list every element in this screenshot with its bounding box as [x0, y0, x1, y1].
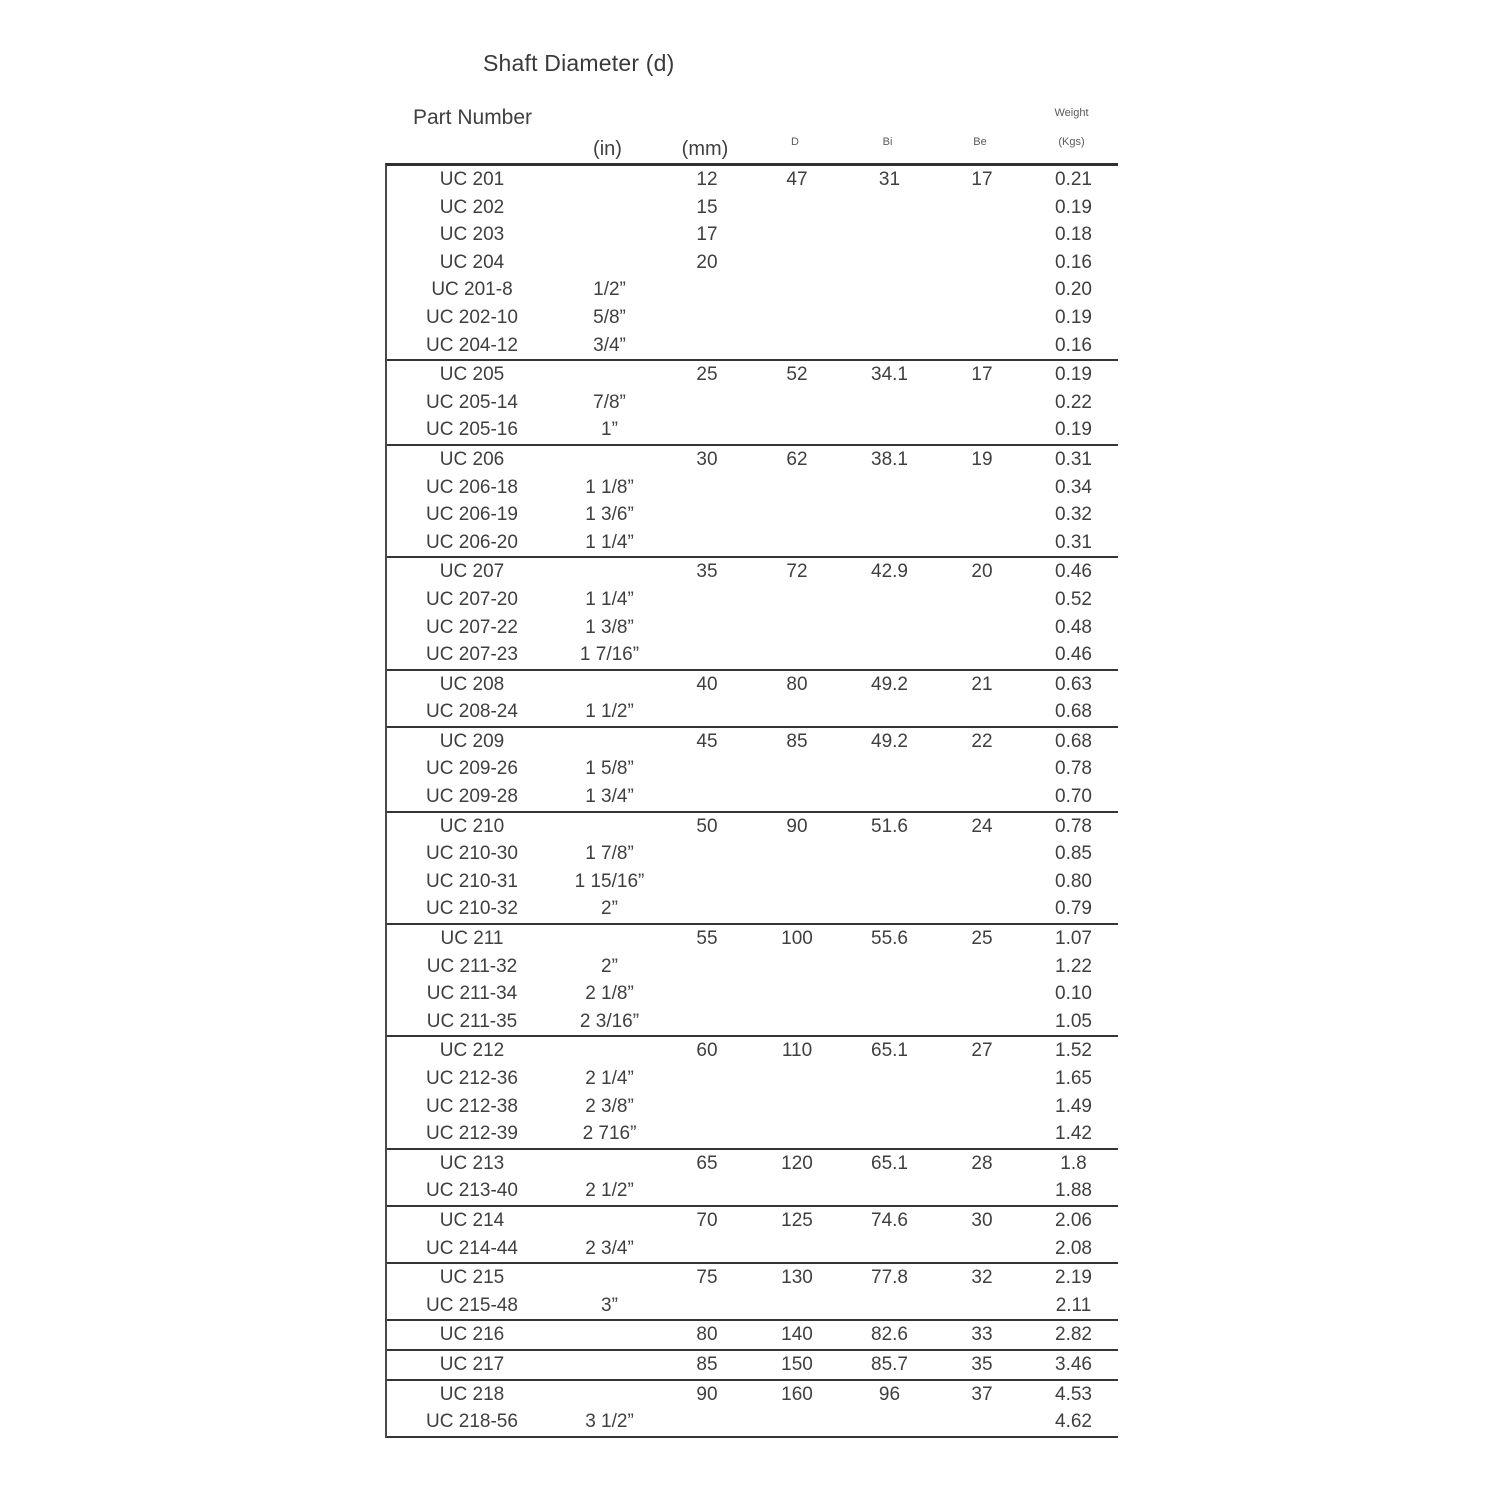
table-row [387, 1381, 1118, 1409]
table-row [387, 1408, 1118, 1436]
part-group [387, 558, 1118, 670]
cell-be: 28 [971, 1152, 993, 1174]
cell-be: 17 [971, 169, 993, 190]
cell-d: 120 [781, 1152, 813, 1174]
cell-part: UC 207-22 [426, 616, 518, 638]
cell-in: 1” [601, 419, 618, 441]
table-row [387, 641, 1118, 669]
cell-part: UC 215-48 [426, 1294, 518, 1316]
cell-weight: 2.08 [1055, 1237, 1092, 1259]
cell-part: UC 211-32 [426, 955, 518, 977]
table-row [387, 1093, 1118, 1121]
cell-part: UC 209 [439, 730, 505, 752]
cell-weight: 1.88 [1055, 1180, 1092, 1202]
cell-in: 2 3/8” [585, 1095, 634, 1117]
table-row [387, 416, 1118, 444]
table-row [387, 1150, 1118, 1178]
cell-part: UC 207-23 [426, 644, 518, 666]
column-header-weight-label: Weight [1054, 107, 1089, 119]
cell-bi: 42.9 [871, 561, 908, 583]
cell-part: UC 206 [439, 448, 505, 470]
table-row [387, 698, 1118, 726]
cell-part: UC 213 [439, 1152, 505, 1174]
cell-weight: 0.31 [1055, 448, 1092, 470]
cell-d: 72 [786, 561, 808, 583]
part-group [387, 728, 1118, 813]
cell-part: UC 204-12 [426, 334, 518, 356]
table-row [387, 1321, 1118, 1349]
cell-in: 1 15/16” [574, 870, 645, 892]
part-group [387, 1207, 1118, 1264]
table-row [387, 1008, 1118, 1036]
part-group [387, 813, 1118, 925]
cell-weight: 0.32 [1055, 504, 1092, 526]
cell-weight: 0.22 [1055, 391, 1092, 413]
cell-weight: 0.18 [1055, 224, 1092, 246]
table-row [387, 361, 1118, 389]
table-row [387, 446, 1118, 474]
part-group [387, 361, 1118, 446]
cell-d: 90 [786, 815, 808, 837]
cell-in: 2 1/2” [585, 1180, 634, 1202]
table-row [387, 840, 1118, 868]
cell-weight: 0.16 [1055, 251, 1092, 273]
part-group [387, 1264, 1118, 1321]
cell-weight: 0.16 [1055, 334, 1092, 356]
cell-part: UC 212-39 [426, 1123, 518, 1145]
table-row [387, 166, 1118, 194]
table-row [387, 755, 1118, 783]
cell-mm: 15 [696, 196, 718, 218]
cell-mm: 75 [696, 1267, 718, 1289]
cell-weight: 1.22 [1055, 955, 1092, 977]
table-title: Shaft Diameter (d) [483, 50, 675, 76]
cell-part: UC 211 [440, 928, 504, 950]
cell-bi: 34.1 [871, 364, 908, 386]
table-row [387, 980, 1118, 1008]
table-row [387, 1235, 1118, 1263]
cell-d: 110 [781, 1040, 813, 1062]
cell-d: 125 [781, 1209, 813, 1231]
cell-bi: 65.1 [871, 1152, 908, 1174]
table-row [387, 671, 1118, 699]
table-row [387, 1207, 1118, 1235]
cell-bi: 74.6 [871, 1209, 908, 1231]
column-header-weight-unit: (Kgs) [1058, 136, 1085, 148]
cell-d: 100 [781, 928, 813, 950]
cell-in: 2” [601, 955, 618, 977]
cell-part: UC 201 [439, 169, 505, 190]
part-group [387, 1037, 1118, 1149]
cell-weight: 1.05 [1055, 1010, 1092, 1032]
cell-in: 2 1/8” [585, 983, 634, 1005]
cell-in: 2 3/4” [585, 1237, 634, 1259]
column-header-mm: (mm) [681, 138, 729, 160]
cell-part: UC 217 [439, 1353, 505, 1375]
cell-d: 80 [786, 673, 808, 695]
cell-bi: 49.2 [871, 673, 908, 695]
cell-part: UC 210 [439, 815, 505, 837]
table-row [387, 332, 1118, 360]
cell-be: 32 [971, 1267, 993, 1289]
table-row [387, 1120, 1118, 1148]
table-row [387, 529, 1118, 557]
table-row [387, 813, 1118, 841]
cell-in: 1 5/8” [585, 758, 634, 780]
cell-part: UC 213-40 [426, 1180, 518, 1202]
cell-mm: 20 [696, 251, 718, 273]
column-header-bi: Bi [882, 136, 893, 148]
cell-part: UC 209-28 [426, 786, 518, 808]
cell-in: 1 3/8” [585, 616, 634, 638]
cell-weight: 0.19 [1055, 196, 1092, 218]
cell-be: 27 [971, 1040, 993, 1062]
cell-weight: 0.34 [1055, 476, 1092, 498]
part-group [387, 166, 1118, 361]
cell-part: UC 207 [439, 561, 505, 583]
cell-be: 20 [971, 561, 993, 583]
table-row [387, 1037, 1118, 1065]
cell-weight: 1.07 [1055, 928, 1092, 950]
cell-part: UC 205-14 [426, 391, 518, 413]
table-row [387, 614, 1118, 642]
cell-bi: 65.1 [871, 1040, 908, 1062]
cell-weight: 0.79 [1055, 898, 1092, 920]
table-row [387, 925, 1118, 953]
parts-table [385, 100, 1118, 1438]
cell-bi: 38.1 [871, 448, 908, 470]
cell-in: 1 7/8” [585, 843, 634, 865]
cell-part: UC 210-30 [426, 843, 518, 865]
cell-weight: 0.10 [1055, 983, 1092, 1005]
column-header-weight [1025, 100, 1118, 163]
cell-mm: 85 [696, 1353, 718, 1375]
part-group [387, 671, 1118, 728]
column-header-be: Be [973, 136, 987, 148]
cell-d: 85 [786, 730, 808, 752]
table-row [387, 953, 1118, 981]
cell-mm: 12 [696, 169, 718, 190]
cell-part: UC 205-16 [426, 419, 518, 441]
cell-weight: 0.21 [1055, 169, 1092, 190]
cell-weight: 0.70 [1055, 786, 1092, 808]
cell-part: UC 208-24 [426, 701, 518, 723]
cell-part: UC 201-8 [431, 279, 513, 301]
cell-be: 21 [971, 673, 993, 695]
part-group [387, 1351, 1118, 1381]
part-group [387, 446, 1118, 558]
cell-in: 7/8” [593, 391, 626, 413]
cell-weight: 2.11 [1055, 1294, 1092, 1316]
table-header [385, 100, 1118, 163]
cell-part: UC 206-18 [426, 476, 518, 498]
cell-be: 33 [971, 1324, 993, 1346]
cell-weight: 1.65 [1055, 1068, 1092, 1089]
cell-mm: 25 [696, 364, 718, 386]
table-row [387, 783, 1118, 811]
cell-part: UC 205 [439, 364, 505, 386]
cell-in: 1 1/2” [585, 701, 634, 723]
table-row [387, 868, 1118, 896]
part-group [387, 1150, 1118, 1207]
cell-in: 2 716” [582, 1123, 637, 1145]
cell-in: 1 1/4” [585, 588, 634, 610]
cell-in: 2 3/16” [579, 1010, 640, 1032]
cell-part: UC 207-20 [426, 588, 518, 610]
cell-in: 2 1/4” [585, 1068, 634, 1089]
cell-d: 52 [786, 364, 808, 386]
cell-weight: 1.8 [1060, 1152, 1087, 1174]
cell-bi: 31 [878, 169, 901, 190]
cell-weight: 2.82 [1055, 1324, 1092, 1346]
part-group [387, 1381, 1118, 1438]
cell-mm: 35 [696, 561, 718, 583]
cell-in: 1 1/4” [585, 531, 634, 553]
cell-part: UC 218-56 [426, 1411, 518, 1433]
cell-part: UC 209-26 [426, 758, 518, 780]
table-row [387, 895, 1118, 923]
part-group [387, 925, 1118, 1037]
cell-mm: 90 [696, 1383, 718, 1405]
cell-weight: 1.49 [1055, 1095, 1092, 1117]
cell-bi: 51.6 [871, 815, 908, 837]
cell-part: UC 202 [439, 196, 505, 218]
cell-d: 150 [781, 1353, 813, 1375]
cell-part: UC 214 [439, 1209, 505, 1231]
table-row [387, 586, 1118, 614]
cell-in: 3/4” [593, 334, 626, 356]
cell-d: 62 [786, 448, 808, 470]
cell-weight: 4.53 [1055, 1383, 1092, 1405]
cell-d: 160 [781, 1383, 813, 1405]
cell-in: 1 7/16” [579, 644, 640, 666]
cell-d: 130 [781, 1267, 813, 1289]
cell-be: 19 [971, 448, 993, 470]
cell-in: 2” [601, 898, 618, 920]
cell-weight: 0.20 [1055, 279, 1092, 301]
table-row [387, 558, 1118, 586]
cell-be: 30 [971, 1209, 993, 1231]
cell-part: UC 210-32 [426, 898, 518, 920]
cell-weight: 0.85 [1055, 843, 1092, 865]
table-row [387, 276, 1118, 304]
cell-part: UC 210-31 [426, 870, 518, 892]
cell-d: 47 [786, 169, 808, 190]
table-row [387, 1264, 1118, 1292]
cell-be: 24 [971, 815, 993, 837]
table-row [387, 474, 1118, 502]
cell-in: 1/2” [593, 279, 626, 301]
cell-weight: 0.68 [1055, 730, 1092, 752]
cell-in: 1 1/8” [585, 476, 634, 498]
cell-weight: 2.06 [1055, 1209, 1092, 1231]
cell-bi: 96 [878, 1383, 901, 1405]
cell-d: 140 [781, 1324, 813, 1346]
cell-part: UC 211-34 [426, 983, 518, 1005]
cell-in: 1 3/4” [585, 786, 634, 808]
table-body [385, 163, 1118, 1438]
cell-weight: 0.31 [1055, 531, 1092, 553]
cell-weight: 1.52 [1055, 1040, 1092, 1062]
cell-part: UC 218 [439, 1383, 505, 1405]
cell-be: 25 [971, 928, 993, 950]
cell-weight: 0.19 [1055, 419, 1092, 441]
cell-part: UC 208 [439, 673, 505, 695]
column-header-part-number: Part Number [413, 106, 533, 129]
cell-mm: 80 [696, 1324, 718, 1346]
cell-weight: 4.62 [1055, 1411, 1092, 1433]
table-row [387, 1177, 1118, 1205]
table-row [387, 221, 1118, 249]
cell-weight: 0.46 [1055, 561, 1092, 583]
cell-part: UC 212 [439, 1040, 505, 1062]
table-row [387, 1351, 1118, 1379]
cell-mm: 60 [696, 1040, 718, 1062]
cell-in: 1 3/6” [585, 504, 634, 526]
table-row [387, 728, 1118, 756]
cell-weight: 0.78 [1055, 758, 1092, 780]
cell-weight: 1.42 [1055, 1123, 1092, 1145]
cell-weight: 0.80 [1055, 870, 1092, 892]
cell-part: UC 212-38 [426, 1095, 518, 1117]
table-row [387, 194, 1118, 222]
cell-part: UC 215 [439, 1267, 505, 1289]
cell-weight: 2.19 [1055, 1267, 1092, 1289]
cell-part: UC 212-36 [426, 1068, 518, 1089]
cell-weight: 0.48 [1055, 616, 1092, 638]
cell-bi: 82.6 [871, 1324, 908, 1346]
cell-weight: 0.46 [1055, 644, 1092, 666]
cell-in: 3 1/2” [585, 1411, 634, 1433]
cell-part: UC 214-44 [426, 1237, 518, 1259]
table-row [387, 389, 1118, 417]
cell-mm: 40 [696, 673, 718, 695]
cell-mm: 17 [696, 224, 718, 246]
cell-bi: 55.6 [871, 928, 908, 950]
cell-be: 22 [971, 730, 993, 752]
cell-mm: 55 [696, 928, 718, 950]
table-row [387, 1065, 1118, 1093]
cell-weight: 0.52 [1055, 588, 1092, 610]
cell-be: 35 [971, 1353, 993, 1375]
cell-part: UC 206-20 [426, 531, 518, 553]
cell-weight: 0.68 [1055, 701, 1092, 723]
cell-bi: 85.7 [871, 1353, 908, 1375]
cell-mm: 30 [696, 448, 718, 470]
column-header-d: D [791, 136, 799, 148]
cell-part: UC 204 [439, 251, 505, 273]
cell-weight: 3.46 [1055, 1353, 1092, 1375]
cell-in: 3” [601, 1294, 618, 1316]
cell-weight: 0.78 [1055, 815, 1092, 837]
column-header-inches: (in) [593, 138, 622, 160]
cell-weight: 0.63 [1055, 673, 1092, 695]
cell-part: UC 206-19 [426, 504, 518, 526]
cell-mm: 50 [696, 815, 718, 837]
table-row [387, 501, 1118, 529]
cell-weight: 0.19 [1055, 364, 1092, 386]
cell-mm: 45 [696, 730, 718, 752]
cell-weight: 0.19 [1055, 306, 1092, 328]
cell-mm: 65 [696, 1152, 718, 1174]
cell-part: UC 211-35 [426, 1010, 518, 1032]
cell-bi: 49.2 [871, 730, 908, 752]
cell-be: 17 [971, 364, 993, 386]
table-row [387, 304, 1118, 332]
cell-bi: 77.8 [871, 1267, 908, 1289]
cell-part: UC 203 [439, 224, 505, 246]
cell-part: UC 216 [439, 1324, 505, 1346]
cell-mm: 70 [696, 1209, 718, 1231]
cell-be: 37 [971, 1383, 993, 1405]
table-row [387, 249, 1118, 277]
part-group [387, 1321, 1118, 1351]
cell-part: UC 202-10 [426, 306, 518, 328]
cell-in: 5/8” [593, 306, 626, 328]
table-row [387, 1292, 1118, 1320]
